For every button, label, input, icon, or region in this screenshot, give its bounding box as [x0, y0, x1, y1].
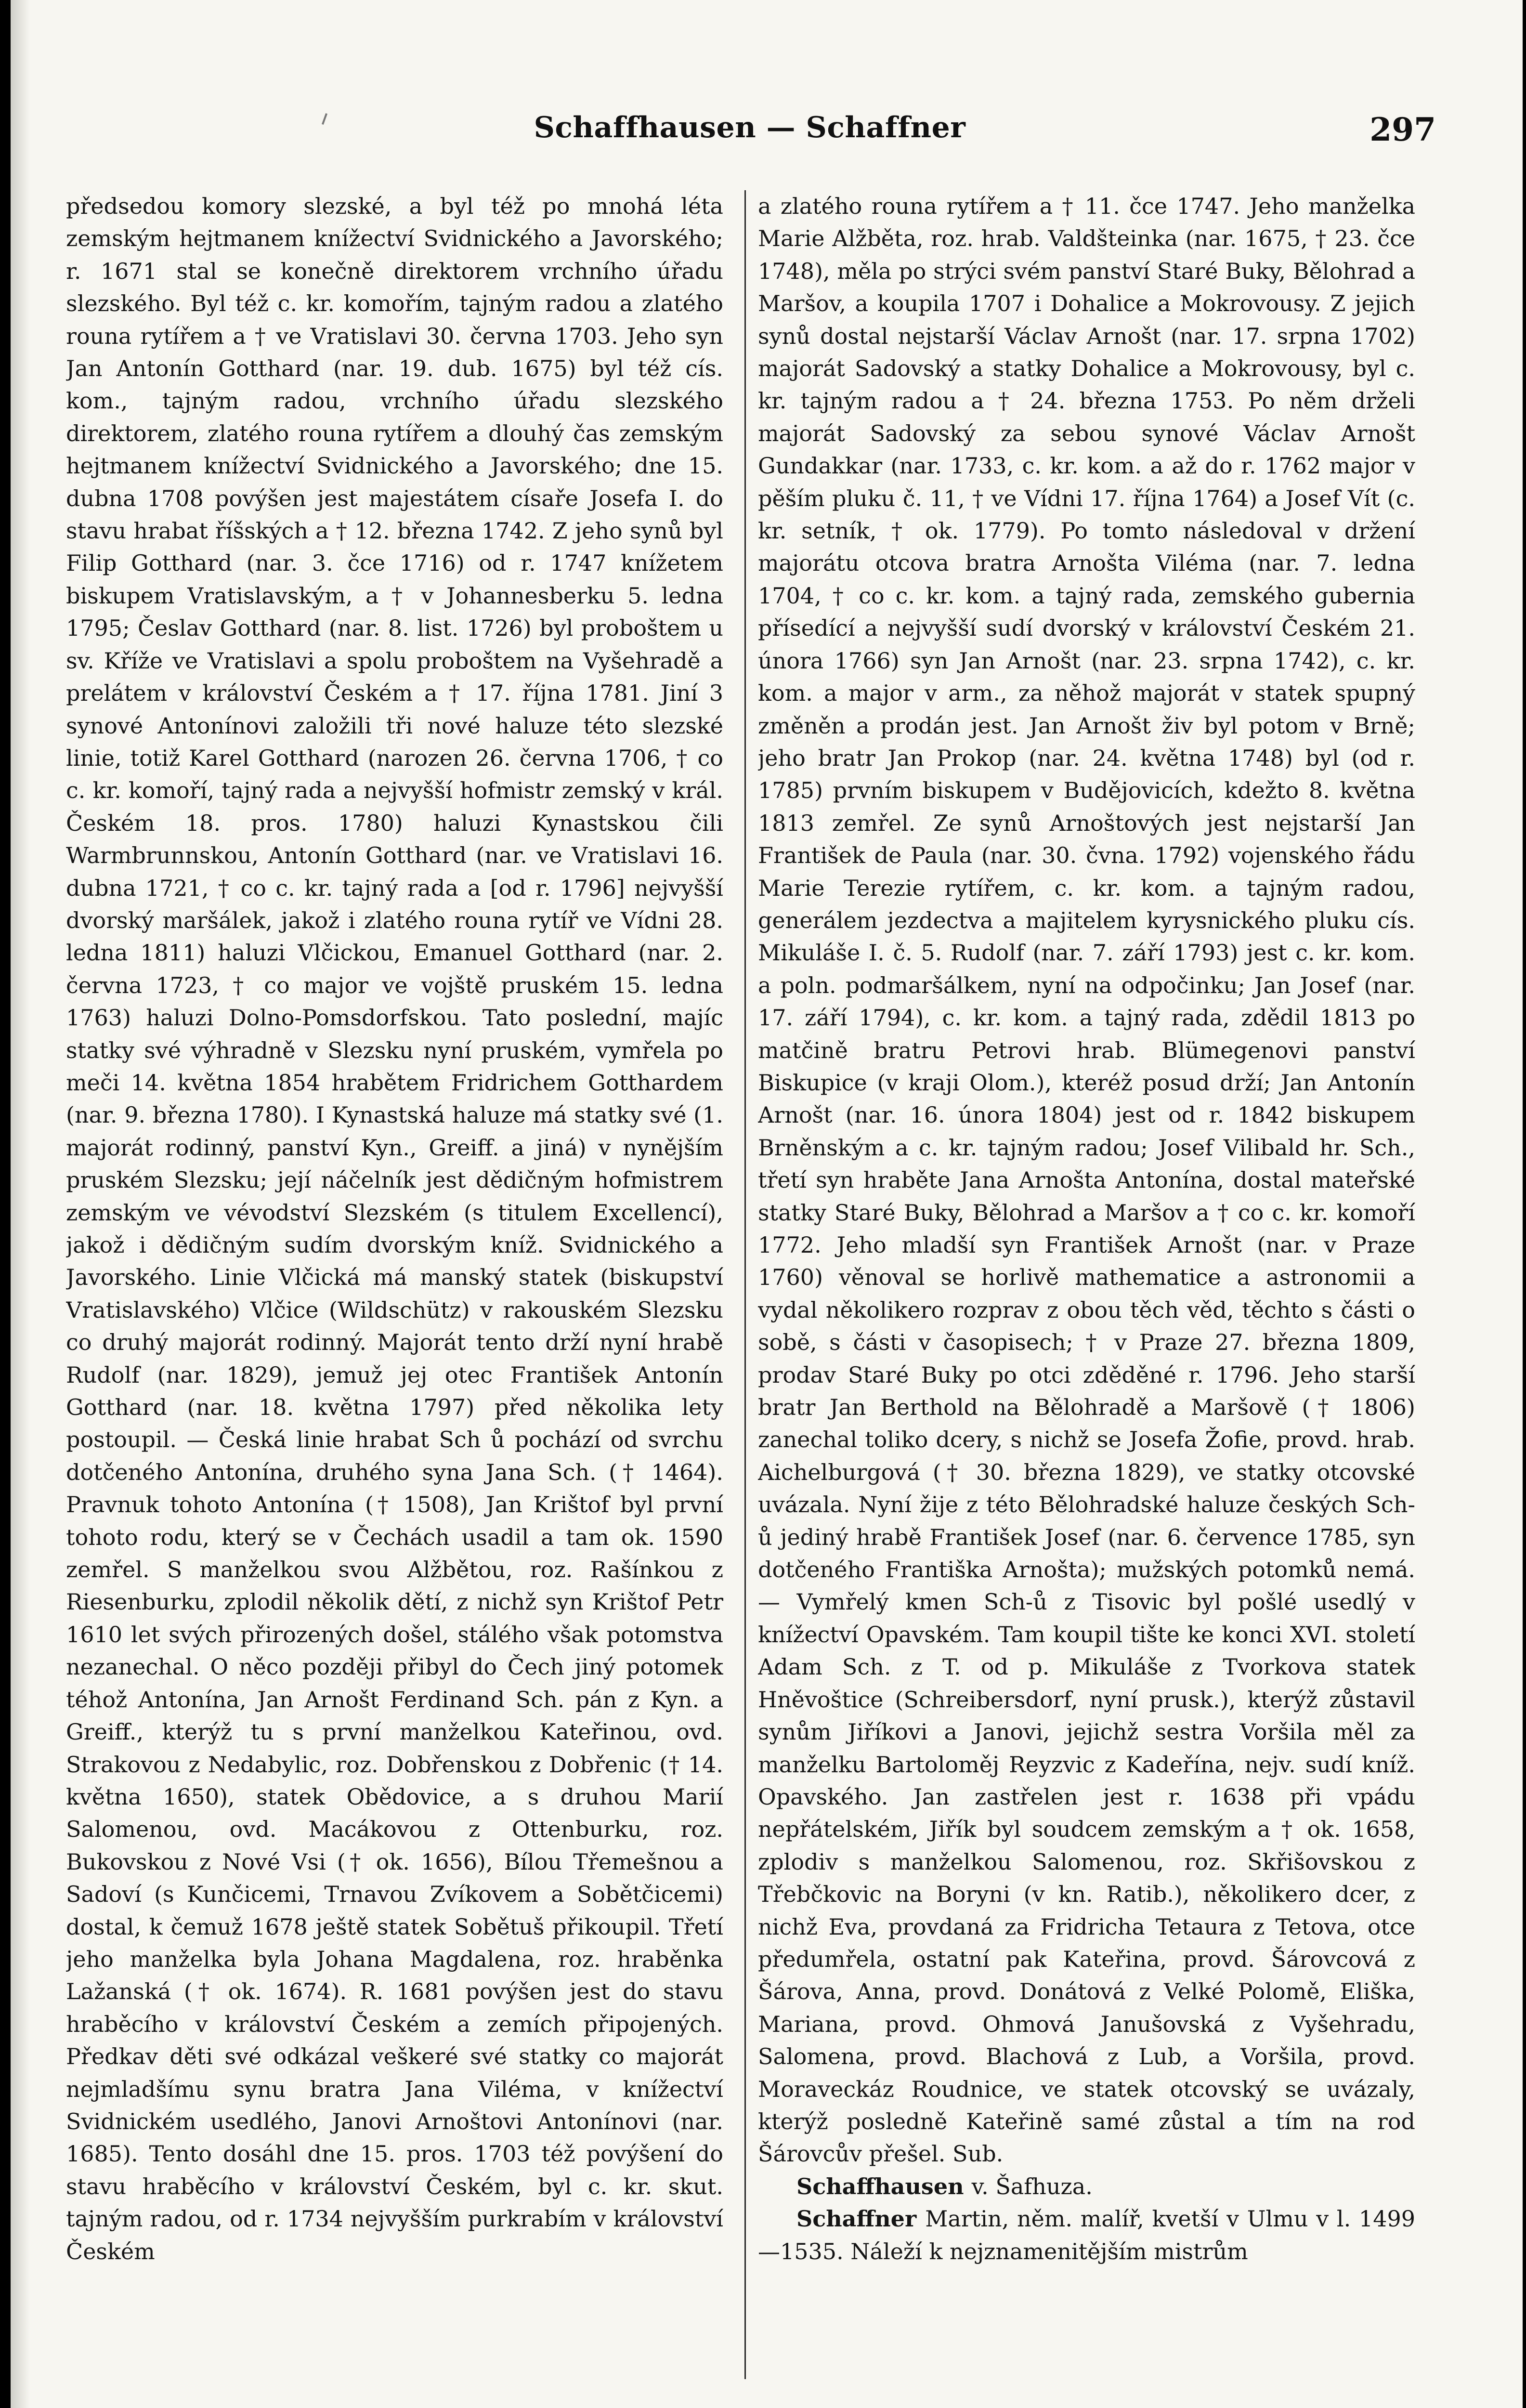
page-header [64, 111, 1436, 164]
entry-schaffner [758, 2203, 1415, 2268]
page-number: 297 [1369, 111, 1436, 148]
right-column-text: a zlatého rouna rytířem a † 11. čce 1747. Jeho manželka Marie Alžběta, roz. hrab. Valdšteinka (nar. 1675, † 23. čce 1748), měla po strýci svém panství Staré Buky, Bělohrad a Maršov, a koupila 1707 i Dohalice a Mokrovousy. Z jejich synů dostal nejstarší Václav Arnošt (nar. 17. srpna 1702) majorát Sadovský a statky Dohalice a Mokrovousy, byl c. kr. tajným radou a † 24. března 1753. Po něm drželi majorát Sadovský za sebou synové Václav Arnošt Gundakkar (nar. 1733, c. kr. kom. a až do r. 1762 major v pěším pluku č. 11, † ve Vídni 17. října 1764) a Josef Vít (c. kr. setník, † ok. 1779). Po tomto následoval v držení majorátu otcova bratra Arnošta Viléma (nar. 7. ledna 1704, † co c. kr. kom. a tajný rada, zemského gubernia přísedící a nejvyšší sudí dvorský v království Českém 21. února 1766) syn Jan Arnošt (nar. 23. srpna 1742), c. kr. kom. a major v arm., za něhož majorát v statek spupný změněn a prodán jest. Jan Arnošt živ byl potom v Brně; jeho bratr Jan Prokop (nar. 24. května 1748) byl (od r. 1785) prvním biskupem v Budějovicích, kdežto 8. května 1813 zemřel. Ze synů Arnoštových jest nejstarší Jan František de Paula (nar. 30. čvna. 1792) vojenského řádu Marie Terezie rytířem, c. kr. kom. a tajným radou, generálem jezdectva a majitelem kyrysnického pluku cís. Mikuláše I. č. 5. Rudolf (nar. 7. září 1793) jest c. kr. kom. a poln. podmaršálkem, nyní na odpočinku; Jan Josef (nar. 17. září 1794), c. kr. kom. a tajný rada, zdědil 1813 po matčině bratru Petrovi hrab. Blümegenovi panství Biskupice (v kraji Olom.), kteréž posud drží; Jan Antonín Arnošt (nar. 16. února 1804) jest od r. 1842 biskupem Brněnským a c. kr. tajným radou; Josef Vilibald hr. Sch., třetí syn hraběte Jana Arnošta Antonína, dostal mateřské statky Staré Buky, Bělohrad a Maršov a † co c. kr. komoří 1772. Jeho mladší syn František Arnošt (nar. v Praze 1760) věnoval se horlivě mathematice a astronomii a vydal několikero rozprav z obou těch věd, těchto s části o sobě, s části v časopisech; † v Praze 27. března 1809, prodav Staré Buky po otci zděděné r. 1796. Jeho starší bratr Jan Berthold na Bělohradě a Maršově († 1806) zanechal toliko dcery, s nichž se Josefa Žofie, provd. hrab. Aichelburgová († 30. března 1829), ve statky otcovské uvázala. Nyní žije z této Bělohradské haluze českých Sch-ů jediný hrabě František Josef (nar. 6. července 1785, syn dotčeného Františka Arnošta); mužských potomků nemá. — Vymřelý kmen Sch-ů z Tisovic byl pošlé usedlý v knížectví Opavském. Tam koupil tište ke konci XVI. století Adam Sch. z T. od p. Mikuláše z Tvorkova statek Hněvoštice (Schreibersdorf, nyní prusk.), kterýž zůstavil synům Jiříkovi a Janovi, jejichž sestra Voršila měl za manželku Bartoloměj Reyzvic z Kadeřína, nejv. sudí kníž. Opavského. Jan zastřelen jest r. 1638 při vpádu nepřátelském, Jiřík byl soudcem zemským a † ok. 1658, zplodiv s manželkou Salomenou, roz. Skřišovskou z Třebčkovic na Boryni (v kn. Ratib.), několikero dcer, z nichž Eva, provdaná za Fridricha Tetaura z Tetova, otce předumřela, ostatní pak Kateřina, provd. Šárovcová z Šárova, Anna, provd. Donátová z Velké Polomě, Eliška, Mariana, provd. Ohmová Janušovská z Vyšehradu, Salomena, provd. Blachová z Lub, a Voršila, provd. Moraveckáz Roudnice, ve statek otcovský se uvázaly, kterýž posledně Kateřině samé zůstal a tím na rod Šárovcův přešel. Sub. [758, 193, 1415, 2167]
right-column [758, 190, 1415, 2377]
left-column [66, 190, 723, 2377]
page-fold-shadow [11, 0, 30, 2408]
entry-text: v. Šafhuza. [971, 2173, 1093, 2199]
left-column-text: předsedou komory slezské, a byl též po mnohá léta zemským hejtmanem knížectví Svidnického a Javorského; r. 1671 stal se konečně direktorem vrchního úřadu slezského. Byl též c. kr. komořím, tajným radou a zlatého rouna rytířem a † ve Vratislavi 30. června 1703. Jeho syn Jan Antonín Gotthard (nar. 19. dub. 1675) byl též cís. kom., tajným radou, vrchního úřadu slezského direktorem, zlatého rouna rytířem a dlouhý čas zemským hejtmanem knížectví Svidnického a Javorského; dne 15. dubna 1708 povýšen jest majestátem císaře Josefa I. do stavu hrabat říšských a † 12. března 1742. Z jeho synů byl Filip Gotthard (nar. 3. čce 1716) od r. 1747 knížetem biskupem Vratislavským, a † v Johannesberku 5. ledna 1795; Česlav Gotthard (nar. 8. list. 1726) byl proboštem u sv. Kříže ve Vratislavi a spolu proboštem na Vyšehradě a prelátem v království Českém a † 17. října 1781. Jiní 3 synové Antonínovi založili tři nové haluze této slezské linie, totiž Karel Gotthard (narozen 26. června 1706, † co c. kr. komoří, tajný rada a nejvyšší hofmistr zemský v král. Českém 18. pros. 1780) haluzi Kynastskou čili Warmbrunnskou, Antonín Gotthard (nar. ve Vratislavi 16. dubna 1721, † co c. kr. tajný rada a [od r. 1796] nejvyšší dvorský maršálek, jakož i zlatého rouna rytíř ve Vídni 28. ledna 1811) haluzi Vlčickou, Emanuel Gotthard (nar. 2. června 1723, † co major ve vojště pruském 15. ledna 1763) haluzi Dolno-Pomsdorfskou. Tato poslední, majíc statky své výhradně v Slezsku nyní pruském, vymřela po meči 14. května 1854 hrabětem Fridrichem Gotthardem (nar. 9. března 1780). I Kynastská haluze má statky své (1. majorát rodinný, panství Kyn., Greiff. a jiná) v nynějším pruském Slezsku; její náčelník jest dědičným hofmistrem zemským ve vévodství Slezském (s titulem Excellencí), jakož i dědičným sudím dvorským kníž. Svidnického a Javorského. Linie Vlčická má manský statek (biskupství Vratislavského) Vlčice (Wildschütz) v rakouském Slezsku co druhý majorát rodinný. Majorát tento drží nyní hrabě Rudolf (nar. 1829), jemuž jej otec František Antonín Gotthard (nar. 18. května 1797) před několika lety postoupil. — Česká linie hrabat Sch ů pochází od svrchu dotčeného Antonína, druhého syna Jana Sch. († 1464). Pravnuk tohoto Antonína († 1508), Jan Krištof byl první tohoto rodu, který se v Čechách usadil a tam ok. 1590 zemřel. S manželkou svou Alžbětou, roz. Rašínkou z Riesenburku, zplodil několik dětí, z nichž syn Krištof Petr 1610 let svých přirozených došel, stálého však potomstva nezanechal. O něco později přibyl do Čech jiný potomek téhož Antonína, Jan Arnošt Ferdinand Sch. pán z Kyn. a Greiff., kterýž tu s první manželkou Kateřinou, ovd. Strakovou z Nedabylic, roz. Dobřenskou z Dobřenic († 14. května 1650), statek Obědovice, a s druhou Marií Salomenou, ovd. Macákovou z Ottenburku, roz. Bukovskou z Nové Vsi († ok. 1656), Bílou Třemešnou a Sadoví (s Kunčicemi, Trnavou Zvíkovem a Sobětčicemi) dostal, k čemuž 1678 ještě statek Sobětuš přikoupil. Třetí jeho manželka byla Johana Magdalena, roz. hraběnka Lažanská († ok. 1674). R. 1681 povýšen jest do stavu hraběcího v království Českém a zemích připojených. Předkav děti své odkázal veškeré své statky co majorát nejmladšímu synu bratra Jana Viléma, v knížectví Svidnickém usedlého, Janovi Arnoštovi Antonínovi (nar. 1685). Tento dosáhl dne 15. pros. 1703 též povýšení do stavu hraběcího v království Českém, byl c. kr. skut. tajným radou, od r. 1734 nejvyšším purkrabím v království Českém [66, 193, 723, 2264]
entry-text: Martin, něm. malíř, kvetší v Ulmu v l. 1499—1535. Náleží k nejznamenitějším mistrům [758, 2206, 1415, 2264]
column-divider [744, 190, 746, 2379]
book-page [11, 0, 1523, 2408]
entry-headword: Schaffhausen [796, 2173, 964, 2199]
entry-schaffhausen [758, 2171, 1415, 2203]
running-head: Schaffhausen — Schaffner [534, 111, 966, 144]
entry-headword: Schaffner [796, 2206, 917, 2232]
